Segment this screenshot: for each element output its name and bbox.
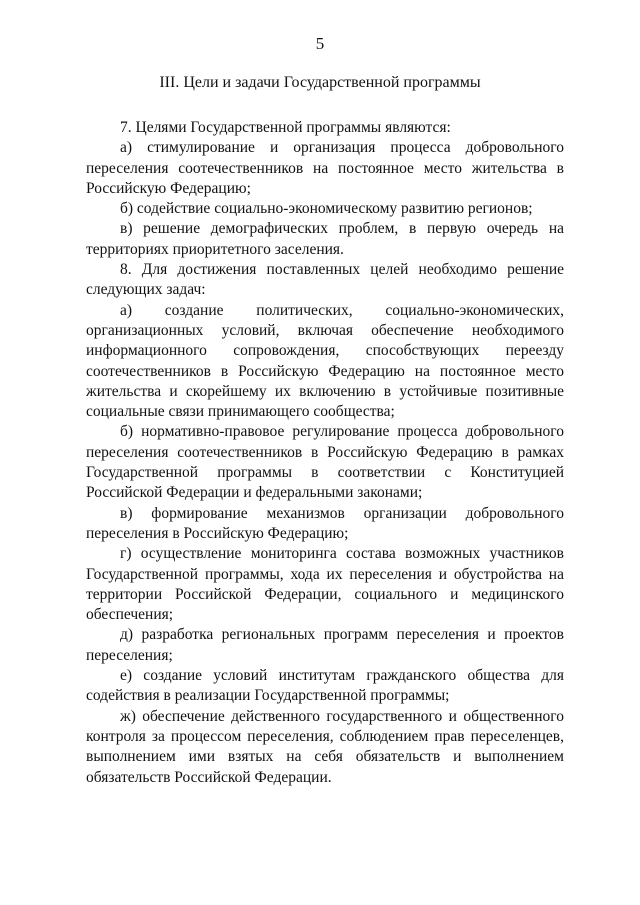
paragraph-goals-intro: 7. Целями Государственной программы являются:: [120, 119, 451, 136]
paragraph-task-g: ж) обеспечение действенного государственного и общественного контроля за процессом переселения, соблюдением прав переселенцев, выполнением ими взятых на себя обязательств и выполнением обязательств Российской Федерации.: [86, 707, 564, 786]
page-number: 5: [315, 34, 325, 53]
paragraph-goal-a: а) стимулирование и организация процесса добровольного переселения соотечественников на постоянное место жительства в Российскую Федерацию;: [86, 139, 564, 197]
section-title: III. Цели и задачи Государственной программы: [159, 74, 481, 91]
paragraph-tasks-intro: 8. Для достижения поставленных целей необходимо решение следующих задач:: [86, 261, 564, 299]
paragraph-goal-b: б) содействие социально-экономическому развитию регионов;: [120, 200, 533, 218]
paragraph-task-b: б) нормативно-правовое регулирование процесса добровольного переселения соотечественников в Российскую Федерацию в рамках Государственной программы в соответствии с Конституцией Российской Федерации и федеральными законами;: [86, 423, 564, 502]
paragraph-task-f: е) создание условий институтам гражданского общества для содействия в реализации Государственной программы;: [86, 667, 564, 705]
paragraph-task-a: а) создание политических, социально-экономических, организационных условий, включая обеспечение необходимого информационного сопровождения, способствующих переезду соотечественников в Российскую Федерацию на постоянное место жительства и скорейшему их включению в устойчивые позитивные социальные связи принимающего сообщества;: [86, 301, 564, 421]
paragraph-task-c: в) формирование механизмов организации добровольного переселения в Российскую Федерацию;: [86, 504, 564, 542]
paragraph-task-d: г) осуществление мониторинга состава возможных участников Государственной программы, хода их переселения и обустройства на территории Российской Федерации, социального и медицинского обеспечения;: [86, 545, 564, 624]
paragraph-goal-c: в) решение демографических проблем, в первую очередь на территориях приоритетного заселения.: [86, 220, 564, 258]
document-body: [86, 118, 564, 788]
paragraph-task-e: д) разработка региональных программ переселения и проектов переселения;: [86, 626, 564, 664]
